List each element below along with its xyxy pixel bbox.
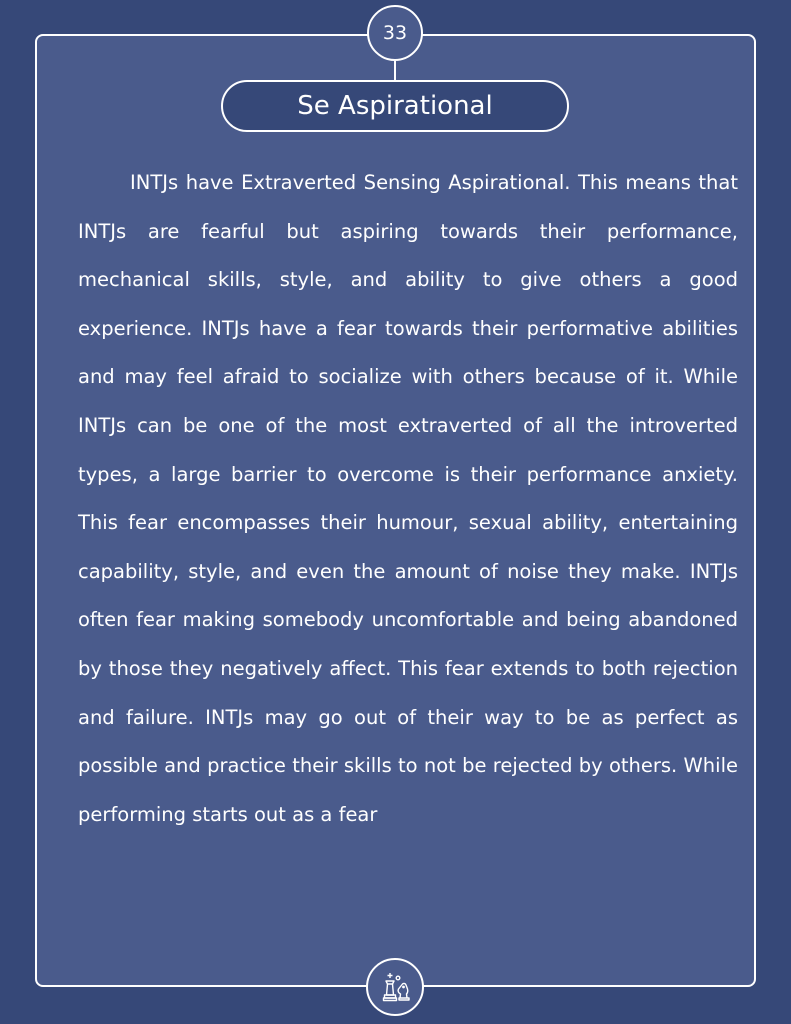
- page-number: 33: [382, 22, 408, 44]
- badge-connector: [394, 61, 396, 80]
- page-number-badge: [367, 5, 423, 61]
- section-title: Se Aspirational: [297, 91, 493, 121]
- body-paragraph: INTJs have Extraverted Sensing Aspirational. This means that INTJs are fearful but aspiring towards their performance, mechanical skills, style, and ability to give others a good experience. INTJs have a fear towards their performative abilities and may feel afraid to socialize with others because of it. While INTJs can be one of the most extraverted of all the introverted types, a large barrier to overcome is their performance anxiety. This fear encompasses their humour, sexual ability, entertaining capability, style, and even the amount of noise they make. INTJs often fear making somebody uncomfortable and being abandoned by those they negatively affect. This fear extends to both rejection and failure. INTJs may go out of their way to be as perfect as possible and practice their skills to not be rejected by others. While performing starts out as a fear: [78, 171, 738, 826]
- footer-emblem: [366, 958, 424, 1016]
- section-title-pill: [221, 80, 569, 132]
- chess-pieces-icon: [377, 969, 413, 1005]
